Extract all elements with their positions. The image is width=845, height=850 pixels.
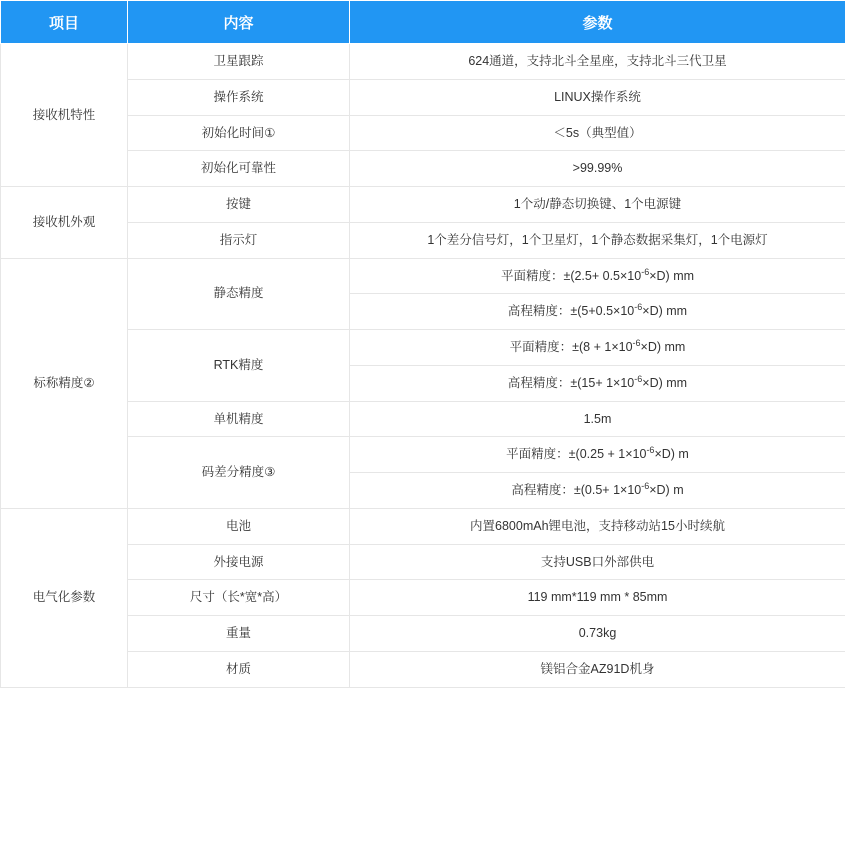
cell-parameter [350,473,845,509]
cell-parameter: 624通道，支持北斗全星座，支持北斗三代卫星 [350,44,845,80]
table-row [1,651,845,687]
cell-parameter [350,330,845,366]
cell-content: 卫星跟踪 [128,44,350,80]
cell-parameter: LINUX操作系统 [350,79,845,115]
table-row [1,437,845,473]
cell-parameter: 内置6800mAh锂电池，支持移动站15小时续航 [350,508,845,544]
parameter-text-post: ×D) m [649,483,684,497]
parameter-exponent: -6 [641,480,650,491]
table-row [1,79,845,115]
parameter-exponent: -6 [641,266,650,277]
parameter-text-post: ×D) m [654,447,689,462]
cell-content: 初始化时间① [128,115,350,151]
cell-item: 接收机特性 [1,44,128,187]
parameter-text-pre: 高程精度：±(15+ 1×10 [507,375,635,390]
cell-content: 初始化可靠性 [128,151,350,187]
cell-parameter: 镁铝合金AZ91D机身 [350,651,845,687]
cell-content: RTK精度 [128,330,350,402]
cell-content: 指示灯 [128,222,350,258]
parameter-text-post: ×D) mm [642,375,688,390]
cell-content: 单机精度 [128,401,350,437]
cell-content: 码差分精度③ [128,437,350,509]
cell-parameter [350,437,845,473]
table-row [1,508,845,544]
table-body [1,44,845,688]
cell-item: 接收机外观 [1,187,128,259]
parameter-text-pre: 平面精度：±(0.25 + 1×10 [506,447,647,462]
cell-parameter: 119 mm*119 mm * 85mm [350,580,845,616]
table-row [1,330,845,366]
parameter-exponent: -6 [632,337,641,348]
column-header-params: 参数 [350,1,845,44]
parameter-exponent: -6 [634,373,643,384]
table-row [1,258,845,294]
cell-content: 外接电源 [128,544,350,580]
cell-content: 电池 [128,508,350,544]
cell-content: 材质 [128,651,350,687]
table-row [1,401,845,437]
table-row [1,187,845,223]
cell-content: 操作系统 [128,79,350,115]
parameter-text-pre: 高程精度：±(5+0.5×10 [507,304,635,319]
cell-item: 标称精度② [1,258,128,508]
table-row [1,222,845,258]
parameter-text-post: ×D) mm [640,340,686,354]
cell-parameter: 1个差分信号灯，1个卫星灯，1个静态数据采集灯，1个电源灯 [350,222,845,258]
parameter-text-pre: 高程精度：±(0.5+ 1×10 [511,483,642,497]
parameter-text-pre: 平面精度：±(2.5+ 0.5×10 [500,268,642,283]
table-row [1,44,845,80]
cell-parameter: 1个动/静态切换键、1个电源键 [350,187,845,223]
cell-parameter [350,258,845,294]
table-header-row [1,1,845,44]
cell-content: 静态精度 [128,258,350,330]
table-row [1,544,845,580]
parameter-text-post: ×D) mm [642,304,688,319]
cell-parameter: ＜5s（典型值） [350,115,845,151]
cell-parameter: 0.73kg [350,616,845,652]
cell-parameter: 支持USB口外部供电 [350,544,845,580]
table-header [1,1,845,44]
parameter-exponent: -6 [646,445,655,456]
cell-parameter: 1.5m [350,401,845,437]
table-row [1,616,845,652]
cell-parameter: >99.99% [350,151,845,187]
parameter-exponent: -6 [634,302,643,313]
cell-item: 电气化参数 [1,508,128,687]
cell-content: 尺寸（长*宽*高） [128,580,350,616]
table-row [1,115,845,151]
cell-parameter [350,294,845,330]
column-header-item: 项目 [1,1,128,44]
column-header-content: 内容 [128,1,350,44]
parameter-text-post: ×D) mm [649,268,695,283]
cell-content: 重量 [128,616,350,652]
table-row [1,580,845,616]
table-row [1,151,845,187]
cell-parameter [350,365,845,401]
parameter-text-pre: 平面精度：±(8 + 1×10 [509,340,633,354]
cell-content: 按键 [128,187,350,223]
